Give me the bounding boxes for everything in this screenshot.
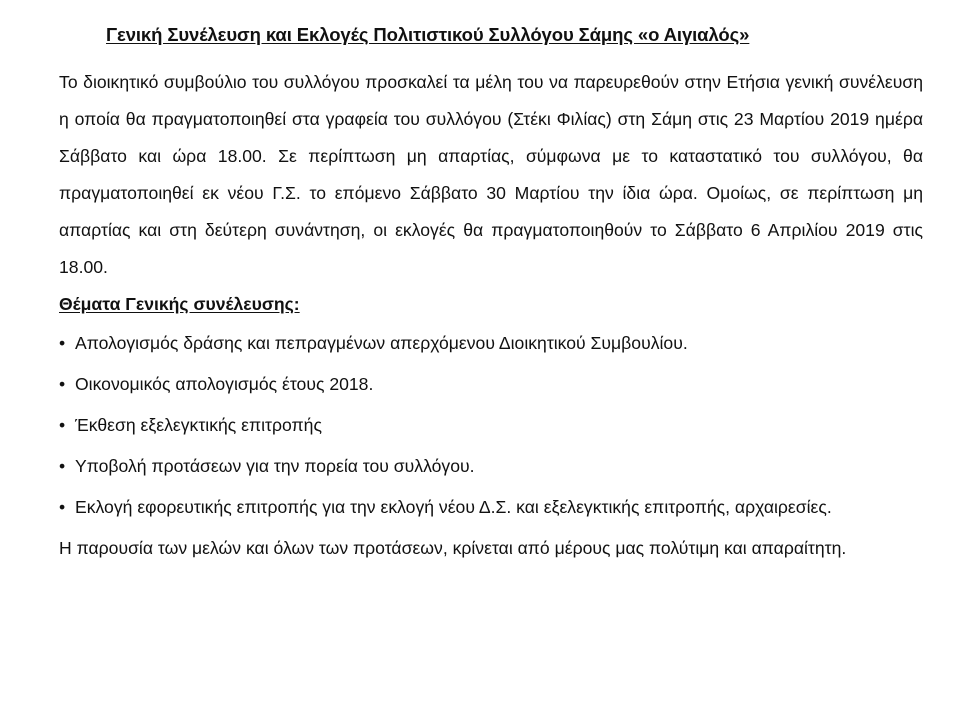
bullet-icon: • [59,456,66,476]
intro-paragraph: Το διοικητικό συμβούλιο του συλλόγου προσκαλεί τα μέλη του να παρευρεθούν στην Ετήσια γενική συνέλευση η οποία θα πραγματοποιηθεί στα γραφεία του συλλόγου (Στέκι Φιλίας) στη Σάμη στις 23 Μαρτίου 2019 ημέρα Σάββατο και ώρα 18.00. Σε περίπτωση μη απαρτίας, σύμφωνα με το καταστατικό του συλλόγου, θα πραγματοποιηθεί εκ νέου Γ.Σ. το επόμενο Σάββατο 30 Μαρτίου την ίδια ώρα. Ομοίως, σε περίπτωση μη απαρτίας και στη δεύτερη συνάντηση, οι εκλογές θα πραγματοποιηθούν το Σάββατο 6 Απριλίου 2019 στις 18.00. [59,72,923,277]
agenda-item [59,323,923,364]
agenda-list [59,323,923,528]
bullet-icon: • [59,374,66,394]
agenda-item [59,405,923,446]
agenda-item-text: Εκλογή εφορευτικής επιτροπής για την εκλογή νέου Δ.Σ. και εξελεγκτικής επιτροπής, αρχαιρεσίες. [75,497,832,517]
agenda-item [59,487,923,528]
bullet-icon: • [59,415,66,435]
agenda-item [59,446,923,487]
agenda-item-text: Απολογισμός δράσης και πεπραγμένων απερχόμενου Διοικητικού Συμβουλίου. [75,333,688,353]
agenda-heading: Θέματα Γενικής συνέλευσης: [59,294,300,314]
agenda-item-text: Οικονομικός απολογισμός έτους 2018. [75,374,374,394]
bullet-icon: • [59,333,66,353]
bullet-icon: • [59,497,66,517]
closing-paragraph: Η παρουσία των μελών και όλων των προτάσεων, κρίνεται από μέρους μας πολύτιμη και απαραίτητη. [59,538,847,558]
document-title: Γενική Συνέλευση και Εκλογές Πολιτιστικού Συλλόγου Σάμης «ο Αιγιαλός» [106,24,750,45]
agenda-item-text: Έκθεση εξελεγκτικής επιτροπής [75,415,322,435]
agenda-item-text: Υποβολή προτάσεων για την πορεία του συλλόγου. [75,456,475,476]
agenda-item [59,364,923,405]
